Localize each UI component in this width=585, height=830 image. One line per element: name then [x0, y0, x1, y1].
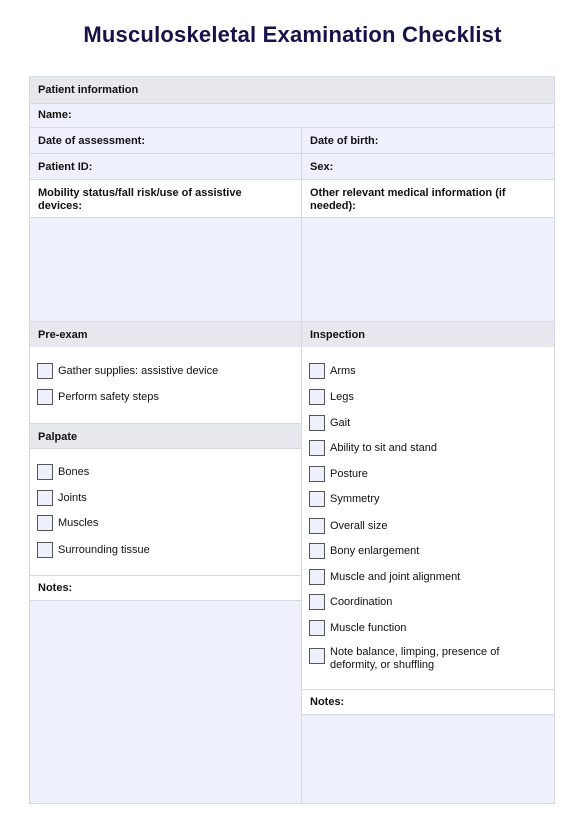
mobility-label-cell [30, 179, 301, 217]
notes-right-textarea[interactable] [302, 715, 554, 803]
palpate-item-label: Muscles [58, 516, 99, 529]
inspection-item-label: Arms [330, 364, 356, 377]
name-field[interactable] [30, 103, 554, 127]
inspection-item-label: Symmetry [330, 492, 380, 505]
palpate-item[interactable] [37, 540, 150, 560]
inspection-item[interactable] [309, 516, 387, 536]
pre-exam-item-label: Perform safety steps [58, 390, 159, 403]
checkbox[interactable] [37, 542, 53, 558]
inspection-item[interactable] [309, 541, 419, 561]
checkbox[interactable] [309, 363, 325, 379]
sex-label: Sex: [310, 161, 334, 173]
inspection-item[interactable] [309, 646, 530, 674]
inspection-item-label: Overall size [330, 519, 388, 532]
palpate-item[interactable] [37, 488, 87, 508]
inspection-item[interactable] [309, 618, 406, 638]
palpate-title: Palpate [38, 431, 78, 443]
checkbox[interactable] [37, 389, 53, 405]
notes-left-label: Notes: [38, 582, 73, 594]
mobility-textarea[interactable] [30, 217, 301, 321]
checkbox[interactable] [309, 415, 325, 431]
inspection-item[interactable] [309, 567, 460, 587]
inspection-item-label: Bony enlargement [330, 544, 420, 557]
checkbox[interactable] [309, 648, 325, 664]
inspection-item-label: Gait [330, 416, 351, 429]
inspection-item[interactable] [309, 361, 356, 381]
pre-exam-item[interactable] [37, 361, 218, 381]
checkbox[interactable] [309, 620, 325, 636]
checkbox[interactable] [309, 466, 325, 482]
inspection-item[interactable] [309, 413, 350, 433]
column-divider [301, 127, 302, 804]
patient-info-title: Patient information [38, 84, 139, 96]
checkbox[interactable] [37, 363, 53, 379]
patient-id-label: Patient ID: [38, 161, 93, 173]
inspection-item-label: Note balance, limping, presence of deformity, or shuffling [330, 646, 500, 671]
pre-exam-header [30, 321, 301, 347]
date-of-assessment-label: Date of assessment: [38, 135, 145, 147]
inspection-item-label: Posture [330, 467, 368, 480]
pre-exam-item[interactable] [37, 387, 159, 407]
checkbox[interactable] [309, 518, 325, 534]
pre-exam-title: Pre-exam [38, 329, 88, 341]
page-title: Musculoskeletal Examination Checklist [83, 22, 502, 47]
mobility-label: Mobility status/fall risk/use of assistive devices: [38, 187, 242, 212]
checkbox[interactable] [309, 569, 325, 585]
inspection-item[interactable] [309, 438, 437, 458]
palpate-header [30, 423, 301, 449]
checkbox[interactable] [309, 440, 325, 456]
patient-info-header [30, 77, 554, 103]
inspection-item[interactable] [309, 464, 368, 484]
other-medical-label: Other relevant medical information (if needed): [310, 187, 506, 212]
checkbox[interactable] [37, 464, 53, 480]
checkbox[interactable] [309, 389, 325, 405]
inspection-item[interactable] [309, 387, 354, 407]
inspection-item[interactable] [309, 592, 392, 612]
inspection-item[interactable] [309, 489, 380, 509]
date-of-assessment-field[interactable] [30, 127, 301, 153]
name-label: Name: [38, 109, 72, 121]
inspection-item-label: Coordination [330, 595, 393, 608]
palpate-item-label: Joints [58, 491, 87, 504]
other-medical-textarea[interactable] [302, 217, 554, 321]
date-of-birth-field[interactable] [302, 127, 554, 153]
palpate-item-label: Surrounding tissue [58, 543, 150, 556]
palpate-item-label: Bones [58, 465, 90, 478]
palpate-item[interactable] [37, 513, 98, 533]
checkbox[interactable] [37, 490, 53, 506]
inspection-item-label: Muscle function [330, 621, 407, 634]
sex-field[interactable] [302, 153, 554, 179]
checkbox[interactable] [309, 543, 325, 559]
palpate-item[interactable] [37, 462, 89, 482]
inspection-header [302, 321, 554, 347]
inspection-title: Inspection [310, 329, 366, 341]
notes-left-label-cell [30, 575, 301, 601]
checkbox[interactable] [37, 515, 53, 531]
checkbox[interactable] [309, 491, 325, 507]
inspection-item-label: Legs [330, 390, 354, 403]
inspection-item-label: Ability to sit and stand [330, 441, 438, 454]
other-medical-label-cell [302, 179, 554, 217]
checkbox[interactable] [309, 594, 325, 610]
notes-right-label: Notes: [310, 696, 345, 708]
notes-right-label-cell [302, 689, 554, 715]
inspection-item-label: Muscle and joint alignment [330, 570, 461, 583]
pre-exam-item-label: Gather supplies: assistive device [58, 364, 219, 377]
patient-id-field[interactable] [30, 153, 301, 179]
notes-left-textarea[interactable] [30, 601, 301, 803]
date-of-birth-label: Date of birth: [310, 135, 379, 147]
